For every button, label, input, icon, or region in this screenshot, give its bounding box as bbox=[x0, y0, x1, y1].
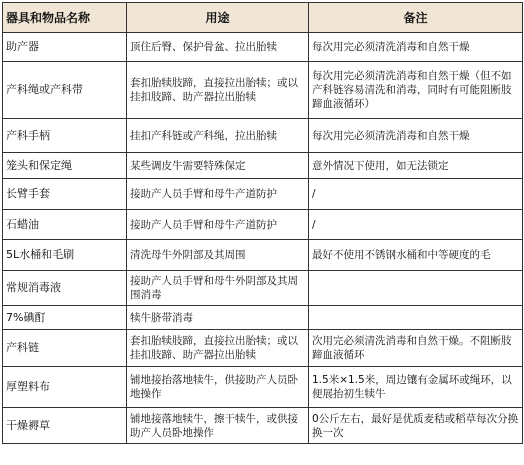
table-row bbox=[3, 62, 523, 119]
table-row bbox=[3, 330, 523, 367]
cell-name: 产科绳或产科带 bbox=[3, 62, 127, 119]
cell-note: 1.5米×1.5米，周边镶有金属环或绳环，以便展抬初生犊牛 bbox=[309, 367, 523, 408]
cell-use: 接助产人员手臂和母牛外阴部及其周围消毒 bbox=[127, 271, 309, 306]
table-row bbox=[3, 179, 523, 210]
cell-note: 每次用完必须清洗消毒和自然干燥 bbox=[309, 33, 523, 62]
cell-name: 5L水桶和毛刷 bbox=[3, 240, 127, 271]
cell-use: 接助产人员手臂和母牛产道防护 bbox=[127, 210, 309, 240]
cell-name: 7%碘酊 bbox=[3, 306, 127, 330]
table-row bbox=[3, 33, 523, 62]
cell-note bbox=[309, 271, 523, 306]
cell-note: 意外情况下使用，如无法锁定 bbox=[309, 153, 523, 179]
cell-name: 笼头和保定绳 bbox=[3, 153, 127, 179]
cell-note: 最好不使用不锈钢水桶和中等硬度的毛 bbox=[309, 240, 523, 271]
cell-note: / bbox=[309, 179, 523, 210]
cell-note: 0公斤左右，最好是优质麦秸或稻草每次分换换一次 bbox=[309, 408, 523, 444]
cell-note bbox=[309, 306, 523, 330]
header-use: 用途 bbox=[127, 3, 309, 33]
table-row bbox=[3, 271, 523, 306]
cell-name: 石蜡油 bbox=[3, 210, 127, 240]
cell-use: 某些调皮牛需要特殊保定 bbox=[127, 153, 309, 179]
supplies-table bbox=[2, 2, 523, 444]
table-row bbox=[3, 153, 523, 179]
cell-name: 产科手柄 bbox=[3, 119, 127, 153]
cell-name: 助产器 bbox=[3, 33, 127, 62]
table-row bbox=[3, 210, 523, 240]
table-row bbox=[3, 367, 523, 408]
cell-note: 每次用完必须清洗消毒和自然干燥（但不如产科链容易清洗和消毒，同时有可能阻断肢蹄血液循环） bbox=[309, 62, 523, 119]
table-row bbox=[3, 306, 523, 330]
cell-note: 每次用完必须清洗消毒和自然干燥 bbox=[309, 119, 523, 153]
cell-name: 干燥褥草 bbox=[3, 408, 127, 444]
cell-name: 长臂手套 bbox=[3, 179, 127, 210]
header-note: 备注 bbox=[309, 3, 523, 33]
cell-note: / bbox=[309, 210, 523, 240]
cell-use: 铺地接落地犊牛，擦干犊牛，或供接助产人员卧地操作 bbox=[127, 408, 309, 444]
header-name: 器具和物品名称 bbox=[3, 3, 127, 33]
cell-use: 清洗母牛外阴部及其周围 bbox=[127, 240, 309, 271]
cell-note: 次用完必须清洗消毒和自然干燥。不阻断肢蹄血液循环 bbox=[309, 330, 523, 367]
cell-use: 套扣胎犊肢蹄，直接拉出胎犊；或以挂扣肢蹄、助产器拉出胎犊 bbox=[127, 330, 309, 367]
cell-name: 常规消毒液 bbox=[3, 271, 127, 306]
cell-use: 套扣胎犊肢蹄，直接拉出胎犊；或以挂扣肢蹄、助产器拉出胎犊 bbox=[127, 62, 309, 119]
cell-use: 挂扣产科链或产科绳，拉出胎犊 bbox=[127, 119, 309, 153]
cell-use: 铺地接抬落地犊牛，供接助产人员卧地操作 bbox=[127, 367, 309, 408]
cell-use: 顶住后臀、保护骨盆、拉出胎犊 bbox=[127, 33, 309, 62]
cell-name: 厚塑料布 bbox=[3, 367, 127, 408]
table-row bbox=[3, 240, 523, 271]
table-row bbox=[3, 408, 523, 444]
cell-use: 犊牛脐带消毒 bbox=[127, 306, 309, 330]
table-row bbox=[3, 119, 523, 153]
table-header-row bbox=[3, 3, 523, 33]
cell-name: 产科链 bbox=[3, 330, 127, 367]
cell-use: 接助产人员手臂和母牛产道防护 bbox=[127, 179, 309, 210]
